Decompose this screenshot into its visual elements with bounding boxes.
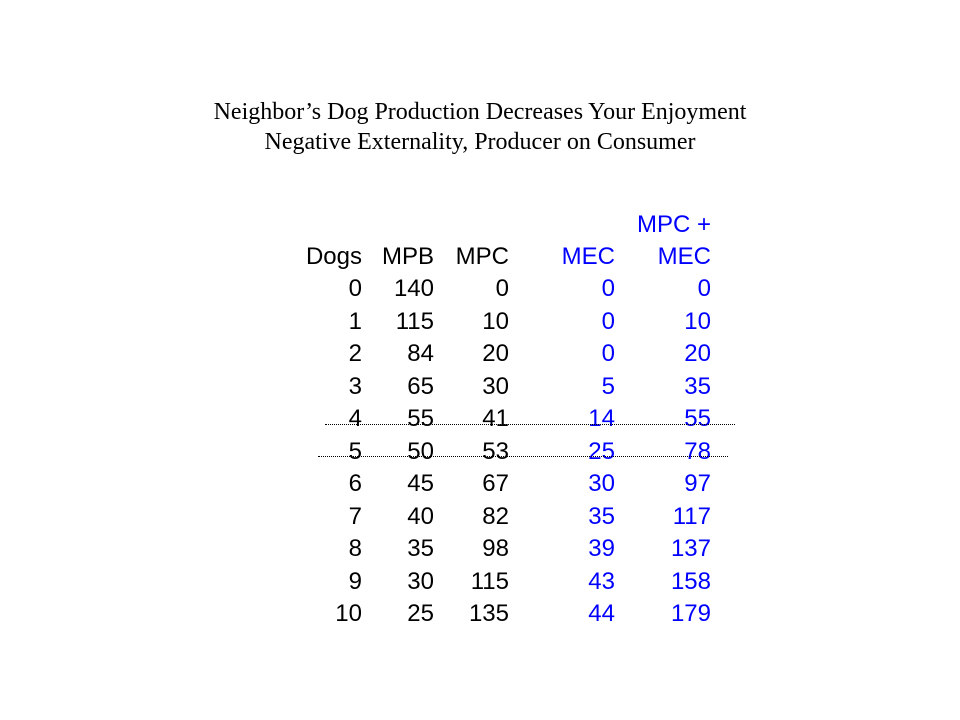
cell-mpc-plus-mec: 137	[670, 535, 711, 562]
header-top-mpc-plus-mec: MPC +	[636, 211, 711, 238]
cell-mpc-plus-mec: 0	[697, 275, 711, 302]
header-mpc: MPC	[455, 243, 509, 270]
cell-dogs: 3	[348, 372, 362, 400]
cell-mpb: 30	[407, 567, 434, 595]
cell-mec: 30	[588, 470, 615, 497]
cell-dogs: 8	[348, 535, 362, 562]
cell-mpb: 25	[407, 600, 434, 627]
cell-mpc-plus-mec: 35	[684, 372, 711, 400]
cell-mec: 14	[588, 405, 615, 432]
cell-mpc-plus-mec: 78	[684, 437, 711, 465]
cell-dogs: 0	[348, 275, 362, 302]
cell-dogs: 10	[335, 600, 362, 627]
cell-mec: 0	[601, 340, 615, 367]
cell-mpc: 135	[468, 600, 509, 627]
cell-mpc: 0	[495, 275, 509, 302]
cell-mec: 25	[588, 437, 615, 465]
cell-mpc: 82	[482, 502, 509, 530]
cell-mpc-plus-mec: 20	[684, 340, 711, 367]
cell-dogs: 4	[348, 405, 362, 432]
cell-mec: 5	[601, 372, 615, 400]
cell-mpb: 45	[407, 470, 434, 497]
cell-dogs: 9	[348, 567, 362, 595]
header-mpc-plus-mec: MEC	[657, 243, 711, 270]
cell-mpc: 67	[482, 470, 509, 497]
cell-mpc-plus-mec: 117	[672, 502, 711, 530]
cell-mpc: 41	[482, 405, 509, 432]
header-dogs: Dogs	[305, 243, 362, 270]
cell-mec: 43	[588, 567, 615, 595]
cell-dogs: 2	[348, 340, 362, 367]
cell-mpb: 50	[407, 437, 434, 465]
cell-mpb: 55	[407, 405, 434, 432]
cell-mpc-plus-mec: 158	[670, 567, 711, 595]
cell-mpb: 115	[395, 307, 434, 335]
cell-mpc-plus-mec: 97	[684, 470, 711, 497]
header-mec: MEC	[561, 243, 615, 270]
cell-mpb: 35	[407, 535, 434, 562]
cell-dogs: 5	[348, 437, 362, 465]
cell-mpc: 115	[470, 567, 509, 595]
title-line-1: Neighbor’s Dog Production Decreases Your Enjoyment	[213, 99, 747, 125]
cell-mpc: 98	[482, 535, 509, 562]
title-line-2: Negative Externality, Producer on Consumer	[264, 129, 696, 155]
cell-dogs: 6	[348, 470, 362, 497]
divider-below-row-5	[318, 456, 728, 457]
cell-mpb: 140	[393, 275, 434, 302]
cell-mec: 44	[588, 600, 615, 627]
cell-mpc: 53	[482, 437, 509, 465]
cell-mec: 39	[588, 535, 615, 562]
cell-mec: 0	[601, 307, 615, 335]
cell-mpc-plus-mec: 179	[670, 600, 711, 627]
divider-above-row-5	[325, 424, 735, 425]
cell-mpb: 40	[407, 502, 434, 530]
cell-mec: 35	[588, 502, 615, 530]
cell-mpb: 84	[407, 340, 434, 367]
cell-mpb: 65	[407, 372, 434, 400]
cell-mpc: 10	[482, 307, 509, 335]
cell-mpc-plus-mec: 55	[684, 405, 711, 432]
cell-mpc-plus-mec: 10	[684, 307, 711, 335]
cell-mec: 0	[601, 275, 615, 302]
cell-mpc: 30	[482, 372, 509, 400]
header-mpb: MPB	[381, 243, 434, 270]
cell-dogs: 1	[348, 307, 362, 335]
cell-dogs: 7	[348, 502, 362, 530]
cell-mpc: 20	[482, 340, 509, 367]
